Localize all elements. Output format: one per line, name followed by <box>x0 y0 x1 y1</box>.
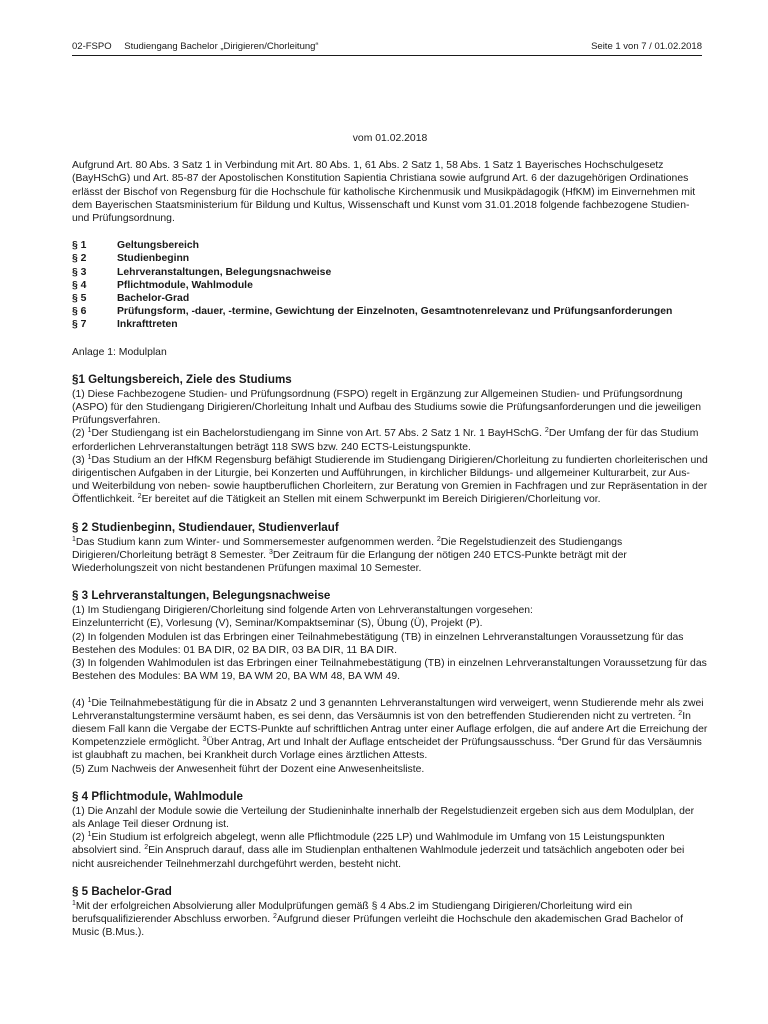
program-title: Studiengang Bachelor „Dirigieren/Chorleitung“ <box>124 41 319 52</box>
sentence: Das Studium kann zum Winter- und Sommersemester aufgenommen werden. <box>75 536 437 548</box>
sentence-number: 1 <box>87 831 92 839</box>
toc-row <box>72 279 708 292</box>
para-number: (4) <box>72 697 88 709</box>
section-1-para-1: (1) Diese Fachbezogene Studien- und Prüfungsordnung (FSPO) regelt in Ergänzung zur Allgemeinen Studien- und Prüfungsordnung (ASPO) für den Studiengang Dirigieren/Chorleitung Inhalt und Aufbau des Studiums sowie die Prüfungsanforderungen und die jeweiligen Prüfungsverfahren. <box>72 388 702 427</box>
sentence-number: 1 <box>72 535 76 543</box>
toc-number: § 5 <box>72 293 87 305</box>
toc-title: Studienbeginn <box>117 253 190 265</box>
sentence: Mit der erfolgreichen Absolvierung aller Modulprüfungen gemäß § 4 Abs.2 im Studiengang Dirigieren/Chorleitung wird ein berufsqualifizierender Abschluss erworben. <box>72 900 633 925</box>
section-2-heading: § 2 Studienbeginn, Studiendauer, Studienverlauf <box>72 520 339 534</box>
sentence: Die Teilnahmebestätigung für die in Absatz 2 und 3 genannten Lehrveranstaltungen wird verweigert, wenn Studierende mehr als zwei Lehrveranstaltungstermine versäumt haben, es sei denn, das Versäumnis ist von den betreffenden Studierenden nicht zu vertreten. <box>72 697 704 722</box>
section-4-heading: § 4 Pflichtmodule, Wahlmodule <box>72 789 243 803</box>
section-5-heading: § 5 Bachelor-Grad <box>72 884 172 898</box>
header-left <box>72 40 319 53</box>
toc-title: Prüfungsform, -dauer, -termine, Gewichtung der Einzelnoten, Gesamtnotenrelevanz und Prüfungsanforderungen <box>117 306 673 318</box>
sentence: In diesem Fall kann die Vergabe der ECTS-Punkte auf schriftlichen Antrag unter einer Auflage erfolgen, die auf andere Art die Erreichung der Kompetenzziele ermöglicht. <box>72 710 708 749</box>
toc-number: § 6 <box>72 306 87 318</box>
date-line: vom 01.02.2018 <box>352 133 428 144</box>
para-number: (2) <box>72 428 88 440</box>
toc-title: Geltungsbereich <box>117 240 199 252</box>
sentence: Das Studium an der HfKM Regensburg befähigt Studierende im Studiengang Dirigieren/Chorleitung zu fundierten chorleiterischen und dirigentischen Aufgaben in der Liturgie, bei Konzerten und Aufführungen, in kirchlicher Bildungs- und allgemeiner Kulturarbeit, zur Aus- und Weiterbildung von neben- sowie hauptberuflichen Chorleitern, zur Beratung von Gremien in Fachfragen und zur Repräsentation in der Öffentlichkeit. <box>72 454 708 506</box>
sentence-number: 2 <box>144 844 149 852</box>
toc-number: § 2 <box>72 253 87 265</box>
toc-title: Pflichtmodule, Wahlmodule <box>117 279 253 291</box>
sentence: Aufgrund dieser Prüfungen verleiht die Hochschule den akademischen Grad Bachelor of Music (B.Mus.). <box>72 913 683 939</box>
toc-number: § 1 <box>72 240 87 252</box>
toc-title: Bachelor-Grad <box>117 293 190 305</box>
toc-row <box>72 266 708 279</box>
sentence-number: 2 <box>137 493 142 501</box>
toc-row <box>72 292 708 305</box>
section-1-heading: §1 Geltungsbereich, Ziele des Studiums <box>72 372 292 386</box>
section-3-heading: § 3 Lehrveranstaltungen, Belegungsnachweise <box>72 589 331 603</box>
section-3-para-5: (5) Zum Nachweis der Anwesenheit führt der Dozent eine Anwesenheitsliste. <box>72 763 425 775</box>
sentence-number: 2 <box>544 427 549 435</box>
sentence-number: 1 <box>87 696 92 704</box>
sentence-number: 2 <box>273 912 277 920</box>
sentence-number: 1 <box>87 453 92 461</box>
toc-number: § 4 <box>72 279 87 291</box>
toc-row <box>72 318 708 331</box>
section-3-para-1: (1) Im Studiengang Dirigieren/Chorleitung sind folgende Arten von Lehrveranstaltungen vorgesehen: <box>72 605 533 617</box>
section-3-para-2: (2) In folgenden Modulen ist das Erbringen einer Teilnahmebestätigung (TB) in einzelnen Lehrveranstaltungen Voraussetzung für das Bestehen des Modules: 01 BA DIR, 02 BA DIR, 03 BA DIR, 11 BA DIR. <box>72 631 684 656</box>
sentence: Der Grund für das Versäumnis ist glaubhaft zu machen, bei Krankheit durch Vorlage eines ärztlichen Attests. <box>72 737 702 762</box>
sentence: Der Studiengang ist ein Bachelorstudiengang im Sinne von Art. 57 Abs. 2 Satz 1 Nr. 1 BayHSchG. <box>91 428 545 440</box>
document-body <box>72 132 708 939</box>
section-4-para-2 <box>72 831 708 871</box>
sentence: Der Zeitraum für die Erlangung der nötigen 240 ETCS-Punkte beträgt mit der Wiederholungszeit von nicht bestandenen Prüfungen maximal 10 Semester. <box>72 549 627 575</box>
annex-line: Anlage 1: Modulplan <box>72 346 167 358</box>
para-number: (3) <box>72 454 88 466</box>
section-4-para-1: (1) Die Anzahl der Module sowie die Verteilung der Studieninhalte innerhalb der Regelstudienzeit ergeben sich aus dem Modulplan, der als Anlage Teil dieser Ordnung ist. <box>72 805 695 830</box>
toc-number: § 3 <box>72 266 87 278</box>
section-3-para-4 <box>72 697 708 763</box>
sentence-number: 1 <box>87 427 92 435</box>
section-2-text <box>72 536 708 576</box>
toc-row <box>72 239 708 252</box>
toc-number: § 7 <box>72 319 87 331</box>
sentence-number: 2 <box>678 709 683 717</box>
page-info: Seite 1 von 7 / 01.02.2018 <box>591 41 702 52</box>
sentence: Er bereitet auf die Tätigkeit an Stellen mit einem Schwerpunkt im Bereich Dirigieren/Chorleitung vor. <box>141 494 601 506</box>
sentence: Über Antrag, Art und Inhalt der Auflage entscheidet der Prüfungsausschuss. <box>206 737 558 749</box>
preamble: Aufgrund Art. 80 Abs. 3 Satz 1 in Verbindung mit Art. 80 Abs. 1, 61 Abs. 2 Satz 1, 58 Abs. 1 Satz 1 Bayerisches Hochschulgesetz (BayHSchG) und Art. 85-87 der Apostolischen Konstitution Sapientia Christiana sowie aufgrund Art. 6 der dazugehörigen Ordinationes erlässt der Bischof von Regensburg für die Hochschule für katholische Kirchenmusik und Musikpädagogik (HfKM) im Einvernehmen mit dem Bayerischen Staatsministerium für Bildung und Kultus, Wissenschaft und Kunst vom 31.01.2018 folgende fachbezogene Studien- und Prüfungsordnung. <box>72 160 696 225</box>
section-5-text <box>72 900 708 940</box>
spacer <box>72 684 708 697</box>
sentence-number: 1 <box>72 899 76 907</box>
sentence-number: 4 <box>557 736 562 744</box>
sentence: Der Umfang der für das Studium erforderlichen Lehrveranstaltungen beträgt 118 SWS bzw. 240 ECTS-Leistungspunkte. <box>72 428 699 453</box>
document-code: 02-FSPO <box>72 41 112 52</box>
sentence-number: 2 <box>436 535 441 543</box>
sentence: Ein Anspruch darauf, dass alle im Studienplan enthaltenen Wahlmodule jederzeit und tatsächlich angeboten oder bei nicht ausreichender Teilnehmerzahl durchgeführt werden, besteht nicht. <box>72 845 685 870</box>
toc-title: Inkrafttreten <box>117 319 178 331</box>
section-3-para-3: (3) In folgenden Wahlmodulen ist das Erbringen einer Teilnahmebestätigung (TB) in einzelnen Lehrveranstaltungen Voraussetzung für das Bestehen des Modules: BA WM 19, BA WM 20, BA WM 48, BA WM 49. <box>72 658 707 683</box>
page-header <box>72 40 702 56</box>
toc-title: Lehrveranstaltungen, Belegungsnachweise <box>117 266 332 278</box>
sentence: Die Regelstudienzeit des Studiengangs Dirigieren/Chorleitung beträgt 8 Semester. <box>72 536 623 561</box>
section-3-para-1-list: Einzelunterricht (E), Vorlesung (V), Seminar/Kompaktseminar (S), Übung (Ü), Projekt (P). <box>72 618 483 630</box>
sentence-number: 3 <box>202 736 207 744</box>
section-1-para-3 <box>72 454 708 507</box>
para-number: (2) <box>72 832 88 844</box>
table-of-contents <box>72 239 708 331</box>
sentence-number: 3 <box>268 548 273 556</box>
toc-row <box>72 305 708 318</box>
toc-row <box>72 252 708 265</box>
section-1-para-2 <box>72 427 708 453</box>
sentence: Ein Studium ist erfolgreich abgelegt, wenn alle Pflichtmodule (225 LP) und Wahlmodule im Umfang von 15 Leistungspunkten absolviert sind. <box>72 832 665 857</box>
